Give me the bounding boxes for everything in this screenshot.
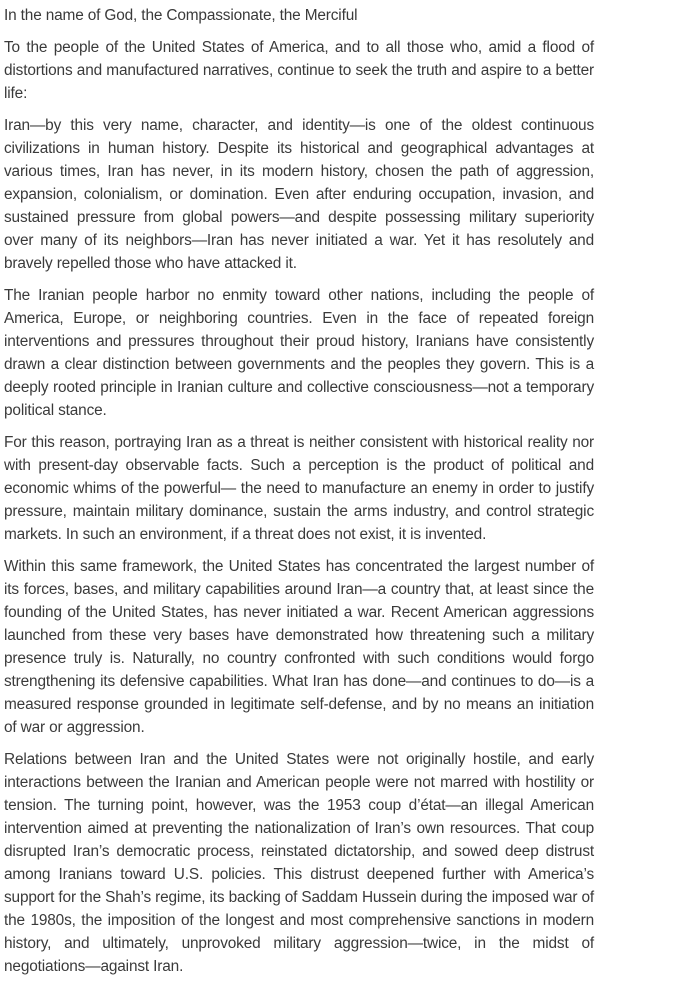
paragraph-address: To the people of the United States of America, and to all those who, amid a flood of distortions and manufactured narratives, continue to seek the truth and aspire to a better life: bbox=[4, 39, 594, 102]
paragraph-military-presence: Within this same framework, the United States has concentrated the largest number of its forces, bases, and military capabilities around Iran—a country that, at least since the founding of the United States, has never initiated a war. Recent American aggressions launched from these very bases have demonstrated how threatening such a military presence truly is. Naturally, no country confronted with such conditions would forgo strengthening its defensive capabilities. What Iran has done—and continues to do—is a measured response grounded in legitimate self-defense, and by no means an initiation of war or aggression. bbox=[4, 558, 594, 736]
paragraph-civilization: Iran—by this very name, character, and identity—is one of the oldest continuous civilizations in human history. Despite its historical and geographical advantages at various times, Iran has never, in its modern history, chosen the path of aggression, expansion, colonialism, or domination. Even after enduring occupation, invasion, and sustained pressure from global powers—and despite possessing military superiority over many of its neighbors—Iran has never initiated a war. Yet it has resolutely and bravely repelled those who have attacked it. bbox=[4, 117, 594, 272]
paragraph-relations-history: Relations between Iran and the United States were not originally hostile, and early interactions between the Iranian and American people were not marred with hostility or tension. The turning point, however, was the 1953 coup d’état—an illegal American intervention aimed at preventing the nationalization of Iran’s own resources. That coup disrupted Iran’s democratic process, reinstated dictatorship, and sowed deep distrust among Iranians toward U.S. policies. This distrust deepened further with America’s support for the Shah’s regime, its backing of Saddam Hussein during the imposed war of the 1980s, the imposition of the longest and most comprehensive sanctions in modern history, and ultimately, unprovoked military aggression—twice, in the midst of negotiations—against Iran. bbox=[4, 751, 594, 975]
invocation-line: In the name of God, the Compassionate, the Merciful bbox=[4, 7, 358, 24]
paragraph-no-enmity: The Iranian people harbor no enmity toward other nations, including the people of America, Europe, or neighboring countries. Even in the face of repeated foreign interventions and pressures throughout their proud history, Iranians have consistently drawn a clear distinction between governments and the peoples they govern. This is a deeply rooted principle in Iranian culture and collective consciousness—not a temporary political stance. bbox=[4, 287, 594, 419]
paragraph-threat-narrative: For this reason, portraying Iran as a threat is neither consistent with historical reality nor with present-day observable facts. Such a perception is the product of political and economic whims of the powerful— the need to manufacture an enemy in order to justify pressure, maintain military dominance, sustain the arms industry, and control strategic markets. In such an environment, if a threat does not exist, it is invented. bbox=[4, 434, 594, 543]
